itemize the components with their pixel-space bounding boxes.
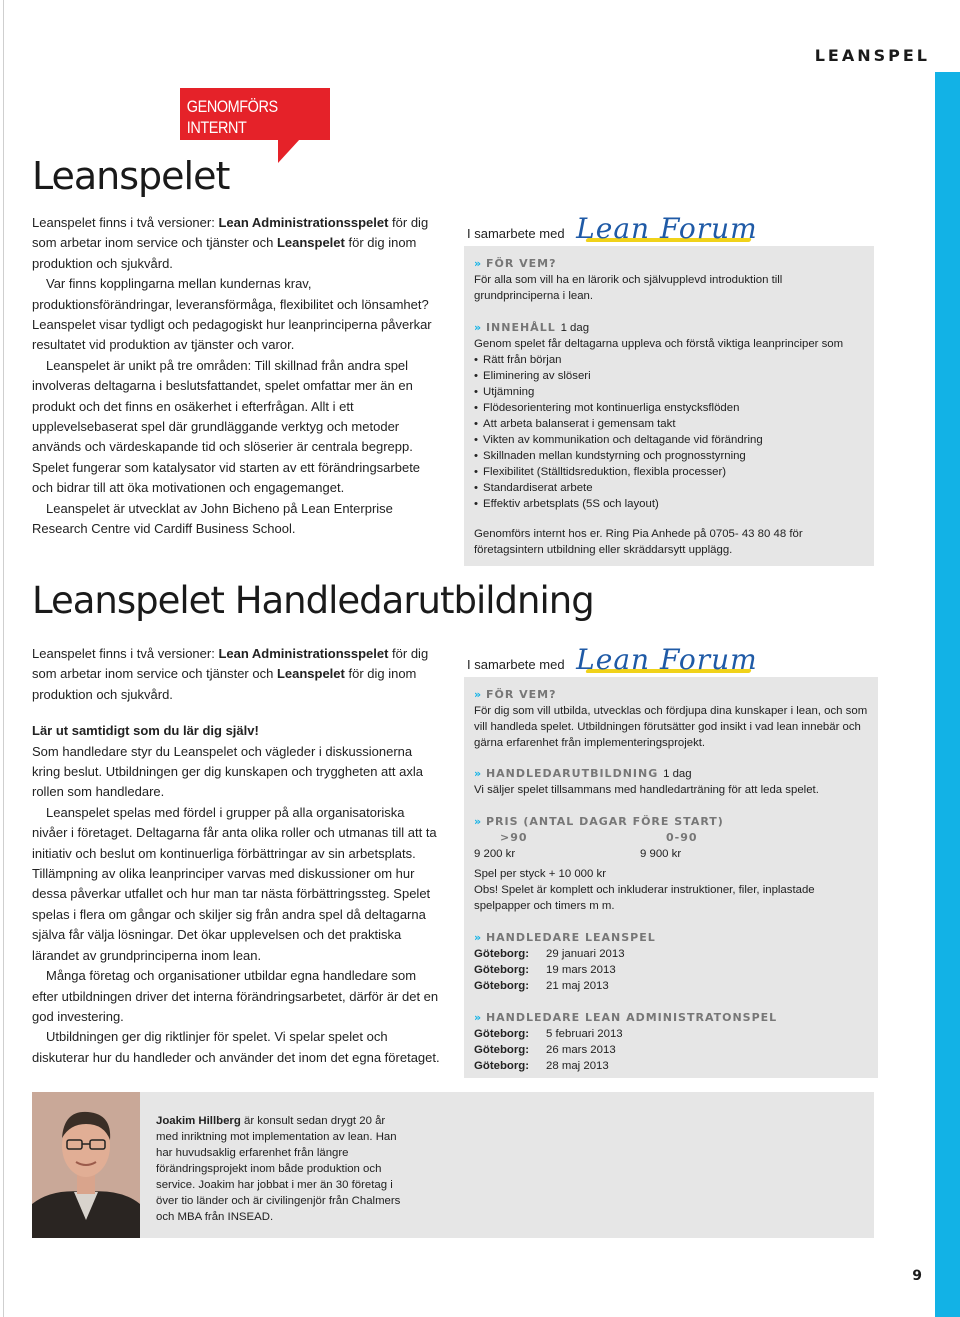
box-text: För dig som vill utbilda, utvecklas och fördjupa dina kunskaper i lean, och som vill handleda spelet. Utbildningen förutsätter god insikt i vad lean innebär och gärna erfarenhet från implementeringsprojekt.	[474, 705, 868, 749]
list-item: • Vikten av kommunikation och deltagande vid förändring	[474, 432, 864, 448]
section-label: LEANSPEL	[814, 46, 930, 65]
box-heading: » FÖR VEM?	[474, 257, 557, 270]
accent-bar	[935, 72, 960, 1317]
page-edge	[3, 0, 4, 1317]
date-list	[474, 946, 868, 994]
list-item: • Flexibilitet (Ställtidsreduktion, flexibla processer)	[474, 464, 864, 480]
paragraph: Leanspelet spelas med fördel i grupper på alla organisatoriska nivåer i företaget. Deltagarna får anta olika roller och utmanas till att ta initiativ och beslut om kontinuerliga förbättringar av sin arbetsplats. Tillämpning av olika leanprinciper varvas med diskussioner om hur dessa påverkar utfallet och hur man tar nästa förbättringssteg. Spelet spelas i flera om gångar och skiljer sig från andra spel då deltagarna själva får välja lösningar. Det ökar upplevelsen och det praktiska lärandet av grundprinciperna inom lean.	[32, 804, 437, 963]
list-item: • Skillnaden mellan kundstyrning och prognosstyrning	[474, 448, 864, 464]
paragraph: Leanspelet är unikt på tre områden: Till skillnad från andra spel involveras deltagarna i beslutsfattandet, spelet omfattar mer än en produkt och det finns en osäkerhet i efterfrågan. Allt i ett upplevelsebaserat spel där grundläggande verktyg och metoder används och värdeskapande tid och slöserier är centrala begrepp. Spelet fungerar som katalysator vid starten av ett förändringsarbete och bidrar till att öka motivationen och engagemanget.	[32, 357, 421, 496]
price-row: 9 200 kr 9 900 kr	[474, 848, 682, 860]
box-text: Vi säljer spelet tillsammans med handledarträning för att leda spelet.	[474, 784, 819, 796]
box-text: Obs! Spelet är komplett och inkluderar instruktioner, filer, inplastade spelpapper och timers m m.	[474, 884, 815, 912]
list-item: • Standardiserat arbete	[474, 480, 864, 496]
internal-flag	[180, 88, 330, 158]
article-body	[32, 213, 442, 540]
flag-tail	[278, 139, 300, 163]
course-info-box	[464, 677, 878, 1078]
partner-label: I samarbete med	[467, 226, 565, 241]
article-body	[32, 644, 442, 1068]
bio-text: Joakim Hillberg är konsult sedan drygt 20 år med inriktning mot implementation av lean. Han har huvudsaklig erfarenhet från längre förändringsprojekt inom både produktion och service. Joakim har jobbat i mer än 30 företag i över tio länder och är civilingenjör från Chalmers och MBA från INSEAD.	[156, 1115, 401, 1223]
date-row: Göteborg: 29 januari 2013	[474, 948, 625, 960]
partner-label: I samarbete med	[467, 657, 565, 672]
box-text: För alla som vill ha en lärorik och självupplevd introduktion till grundprinciperna i lean.	[474, 274, 783, 302]
list-item: • Utjämning	[474, 384, 864, 400]
box-text: Genom spelet får deltagarna uppleva och förstå viktiga leanprinciper som	[474, 338, 844, 350]
box-heading: » HANDLEDARE LEAN ADMINISTRATONSPEL	[474, 1011, 778, 1024]
box-heading: » HANDLEDARUTBILDNING 1 dag	[474, 767, 692, 780]
box-heading: » PRIS (ANTAL DAGAR FÖRE START)	[474, 815, 724, 828]
date-row: Göteborg: 19 mars 2013	[474, 964, 616, 976]
list-item: • Rätt från början	[474, 352, 864, 368]
list-item: • Effektiv arbetsplats (5S och layout)	[474, 496, 864, 512]
partner-line	[467, 643, 758, 676]
article-title: Leanspelet	[32, 154, 230, 198]
box-text: Spel per styck + 10 000 kr	[474, 868, 607, 880]
article-title: Leanspelet Handledarutbildning	[32, 579, 594, 622]
list-item: • Flödesorientering mot kontinuerliga enstycksflöden	[474, 400, 864, 416]
date-row: Göteborg: 5 februari 2013	[474, 1028, 623, 1040]
paragraph: Leanspelet är utvecklat av John Bicheno på Lean Enterprise Research Centre vid Cardiff Business School.	[32, 500, 393, 537]
subheading: Lär ut samtidigt som du lär dig själv!	[32, 723, 259, 739]
flag-text: GENOMFÖRS INTERNT HOS ER	[186, 97, 278, 158]
course-info-box	[464, 246, 874, 566]
principle-list	[474, 352, 864, 512]
paragraph: Som handledare styr du Leanspelet och vägleder i diskussionerna kring beslut. Utbildningen ger dig kunskapen och tryggheten att axla rollen som handledare.	[32, 743, 423, 800]
price-header: >90 0-90	[500, 831, 698, 844]
lean-forum-logo: Lean Forum	[576, 212, 758, 245]
date-list	[474, 1026, 868, 1074]
partner-line	[467, 212, 758, 245]
intro-paragraph: Leanspelet finns i två versioner: Lean Administrationsspelet för dig som arbetar inom service och tjänster och Leanspelet för dig inom produktion och sjukvård.	[32, 646, 429, 702]
box-heading: » HANDLEDARE LEANSPEL	[474, 931, 656, 944]
box-heading: » INNEHÅLL 1 dag	[474, 321, 590, 334]
paragraph: Var finns kopplingarna mellan kundernas krav, produktionsförändringar, leveransförmåga, flexibilitet och lönsamhet? Leanspelet visar tydligt och pedagogiskt hur leanprinciperna påverkar resultatet vid produktion av tjänster och varor.	[32, 276, 432, 353]
date-row: Göteborg: 21 maj 2013	[474, 980, 609, 992]
box-heading: » FÖR VEM?	[474, 688, 557, 701]
page-number: 9	[912, 1268, 922, 1284]
box-footer: Genomförs internt hos er. Ring Pia Anhede på 0705- 43 80 48 för företagsintern utbildning eller skräddarsytt upplägg.	[474, 528, 803, 556]
lean-forum-logo: Lean Forum	[576, 643, 758, 676]
list-item: • Att arbeta balanserat i gemensam takt	[474, 416, 864, 432]
portrait-photo	[32, 1092, 140, 1238]
intro-paragraph: Leanspelet finns i två versioner: Lean Administrationsspelet för dig som arbetar inom service och tjänster och Leanspelet för dig inom produktion och sjukvård.	[32, 215, 429, 271]
paragraph: Många företag och organisationer utbildar egna handledare som efter utbildningen driver det interna förändringsarbetet, därför är det en god investering.	[32, 968, 439, 1024]
date-row: Göteborg: 28 maj 2013	[474, 1060, 609, 1072]
list-item: • Eliminering av slöseri	[474, 368, 864, 384]
date-row: Göteborg: 26 mars 2013	[474, 1044, 616, 1056]
bio-name: Joakim Hillberg	[156, 1115, 241, 1127]
paragraph: Utbildningen ger dig riktlinjer för spelet. Vi spelar spelet och diskuterar hur du handleder och använder det inom det egna företaget.	[32, 1029, 440, 1065]
